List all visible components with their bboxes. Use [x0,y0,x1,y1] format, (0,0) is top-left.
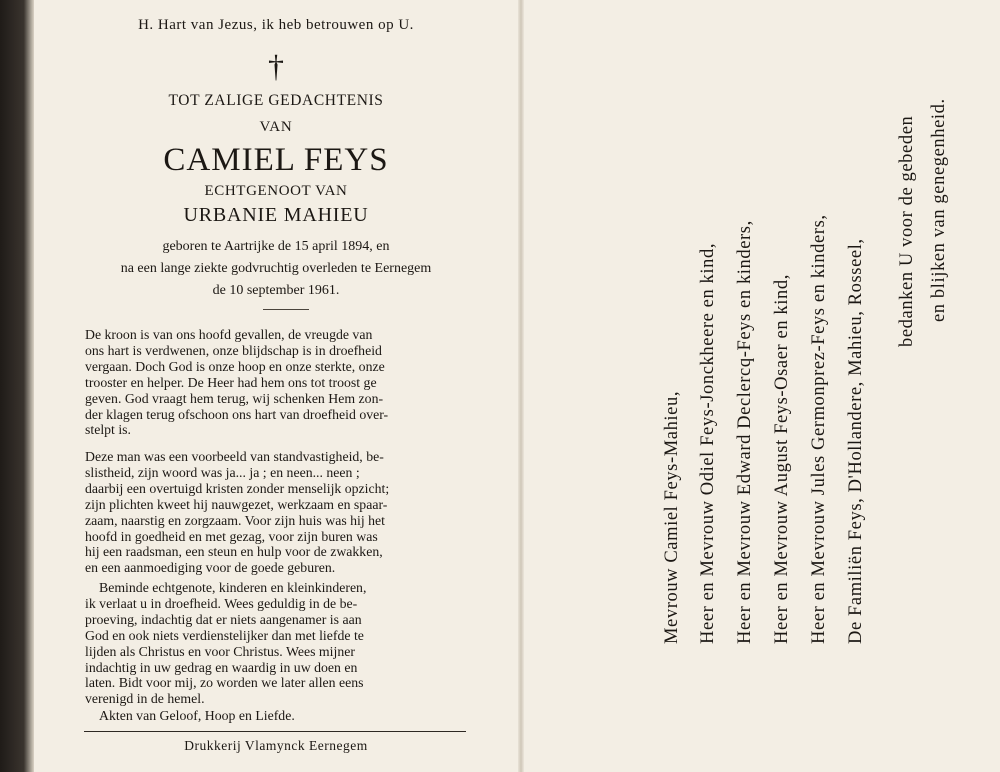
text-line: en een aanmoediging voor de goede geburen. [85,560,336,576]
text-line: indachtig in uw gedrag en waardig in uw doen en [85,659,358,675]
text-line: lijden als Christus en voor Christus. Wees mijner [85,643,355,659]
thanks-line: en blijken van genegenheid. [929,98,949,322]
scan-shadow-edge [0,0,34,772]
text-line: ik verlaat u in droefheid. Wees geduldig in de be- [85,595,358,611]
text-line: verenigd in de hemel. [85,691,205,707]
text-line: ons hart is verdwenen, onze blijdschap is in droefheid [85,342,382,358]
cross-icon: † [268,48,284,84]
spouse-of-label: ECHTGENOOT VAN [204,183,348,199]
bottom-divider [84,731,466,732]
text-line: Deze man was een voorbeeld van standvastigheid, be- [85,449,384,464]
thanks-line: Mevrouw Camiel Feys-Mahieu, [662,390,682,644]
text-line: Beminde echtgenote, kinderen en kleinkinderen, [99,580,367,595]
text-line: laten. Bidt voor mij, zo worden we later allen eens [85,675,364,691]
text-line: God en ook niets verdienstelijker dan met liefde te [85,627,364,643]
text-line: De kroon is van ons hoofd gevallen, de vreugde van [85,327,373,342]
text-line: zijn plichten kweet hij nauwgezet, werkzaam en spaar- [85,496,388,512]
motto: H. Hart van Jezus, ik heb betrouwen op U. [138,17,414,33]
text-line: hij een raadsman, een steun en hulp voor de zwakken, [85,544,383,560]
text-line: hoofd in goedheid en met gezag, voor zijn buren was [85,528,378,544]
thanks-line: Heer en Mevrouw Jules Germonprez-Feys en kinders, [809,214,829,644]
deceased-name: CAMIEL FEYS [163,142,389,178]
thanks-line: bedanken U voor de gebeden [897,115,917,347]
death-line: na een lange ziekte godvruchtig overleden te Eernegem [120,261,432,276]
text-line: geven. God vraagt hem terug, wij schenken Hem zon- [85,390,384,406]
paragraph-1 [85,327,475,438]
text-line: trooster en helper. De Heer had hem ons tot troost ge [85,374,377,390]
birth-line: geboren te Aartrijke de 15 april 1894, en [162,239,390,254]
thanks-line: De Familiën Feys, D'Hollandere, Mahieu, Rosseel, [846,238,866,644]
text-line: stelpt is. [85,422,131,438]
text-line: slistheid, zijn woord was ja... ja ; en neen... neen ; [85,464,360,480]
memorial-left-panel [34,0,518,772]
death-date: de 10 september 1961. [212,283,340,298]
prayers-line [85,708,475,724]
spouse-name: URBANIE MAHIEU [183,204,369,226]
text-line: daarbij een overtuigd kristen zonder menselijk opzicht; [85,480,390,496]
text-line: vergaan. Doch God is onze hoop en onze sterkte, onze [85,358,385,374]
text-line: zaam, naarstig en zorgzaam. Voor zijn huis was hij het [85,512,386,528]
thanks-line: Heer en Mevrouw Odiel Feys-Jonckheere en kind, [698,242,718,644]
text-line: Akten van Geloof, Hoop en Liefde. [99,708,295,723]
text-line: proeving, indachtig dat er niets aangenamer is aan [85,611,362,627]
printer-credit: Drukkerij Vlamynck Eernegem [184,738,368,753]
divider [263,309,309,310]
paragraph-2 [85,449,475,576]
memorial-right-panel [524,0,1000,772]
of-label: VAN [259,119,293,135]
thanks-line: Heer en Mevrouw Edward Declercq-Feys en kinders, [735,220,755,644]
in-memory-heading: TOT ZALIGE GEDACHTENIS [168,92,384,109]
text-line: der klagen terug ofschoon ons hart van droefheid over- [85,406,389,422]
paragraph-3 [85,580,475,707]
thanks-line: Heer en Mevrouw August Feys-Osaer en kind, [772,274,792,644]
